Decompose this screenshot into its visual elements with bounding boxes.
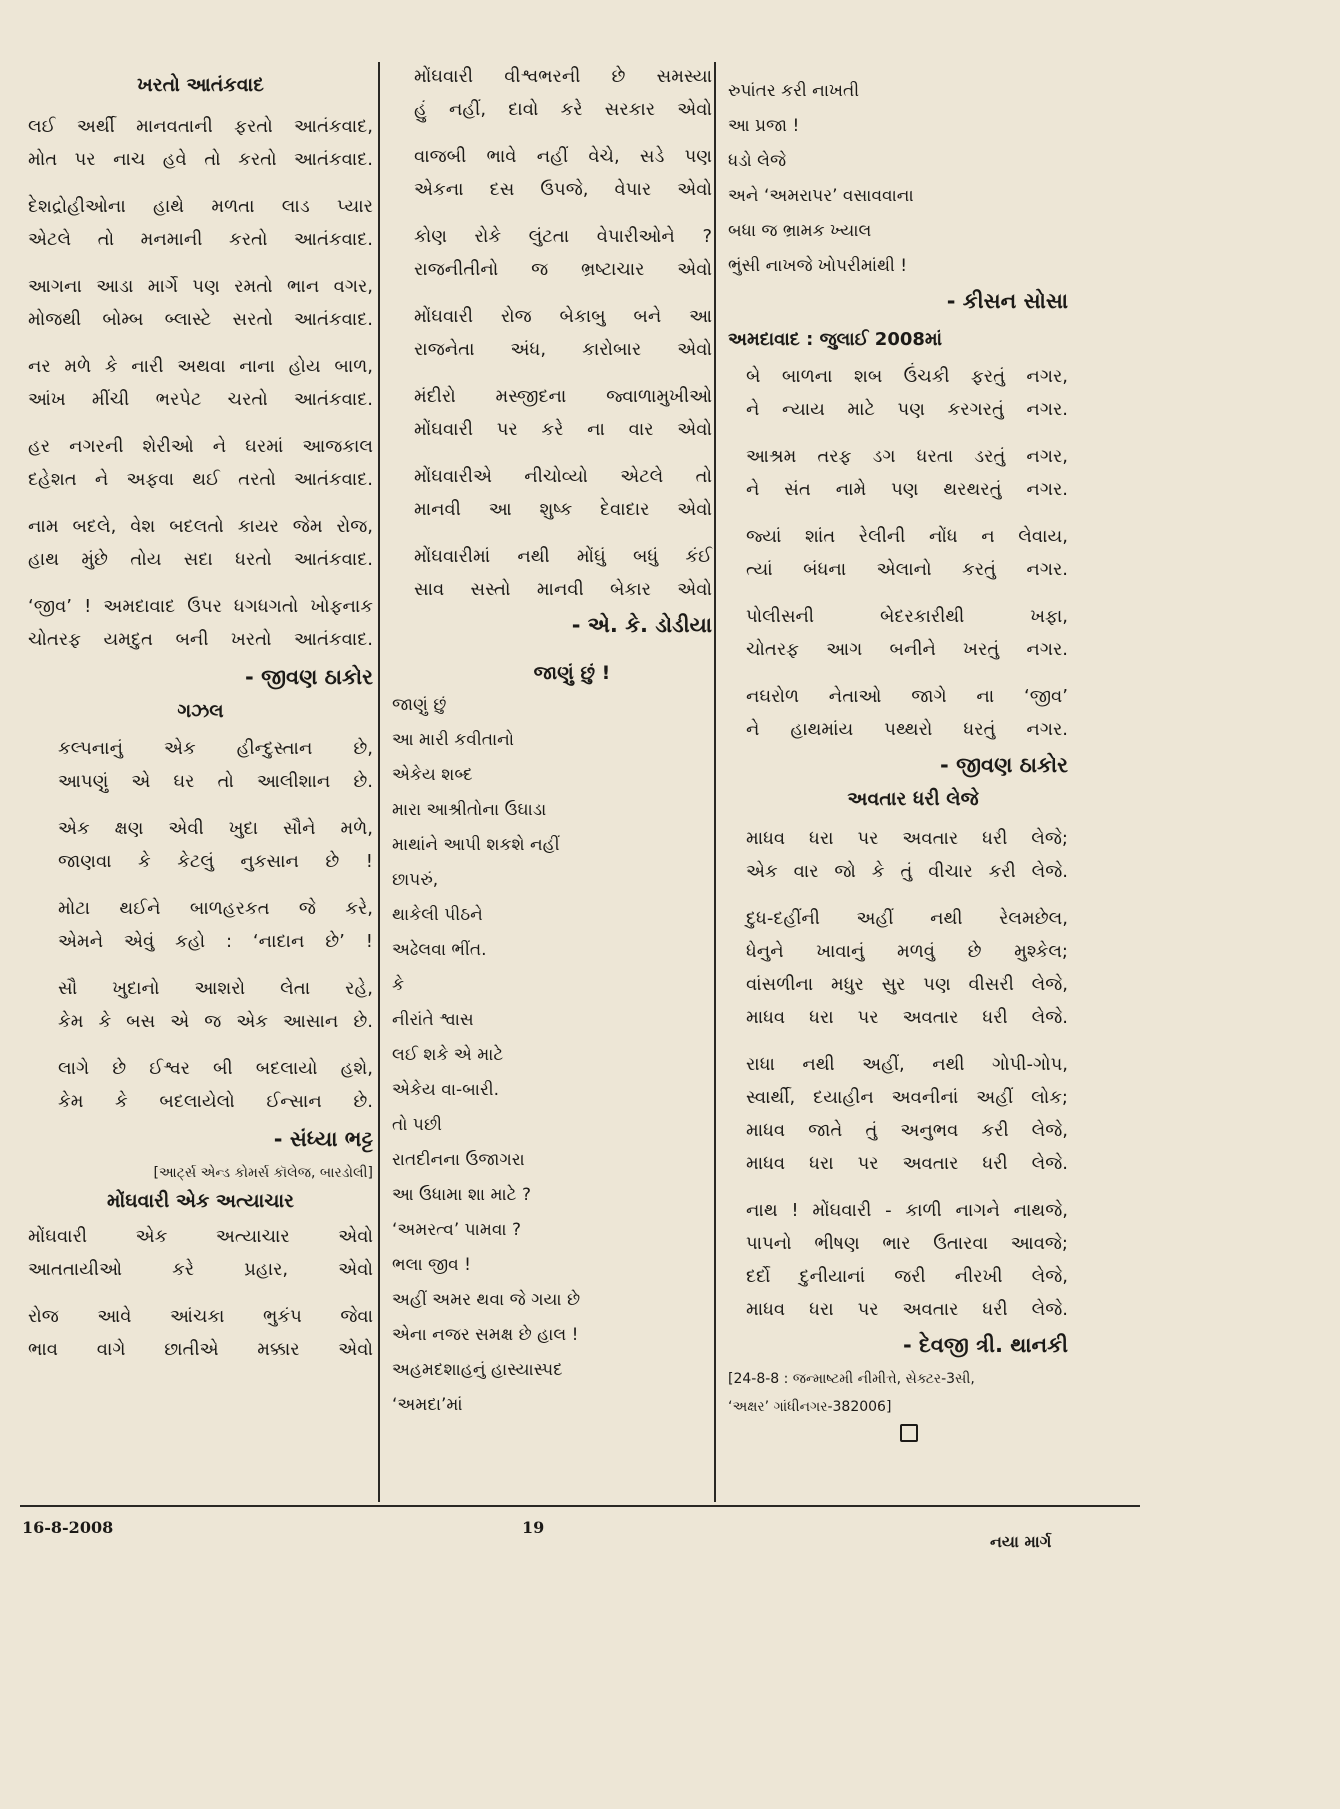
poem-line: એમને એવું કહો : ‘નાદાન છે’ ! (58, 931, 373, 952)
poem-line: લઈ શકે એ માટે (392, 1045, 504, 1065)
poem-note-line: [24-8-8 : જન્માષ્ટમી નીમીત્તે, સેક્ટર-3સી, (728, 1371, 975, 1387)
poem-line: એટલે તો મનમાની કરતો આતંકવાદ. (28, 229, 373, 250)
column-left (28, 60, 373, 1380)
poem-line: ચોતરફ આગ બનીને ખરતું નગર. (746, 639, 1068, 660)
stanza (746, 822, 1068, 888)
poem-line: રાતદીનના ઉજાગરા (392, 1150, 525, 1170)
poem-line: માધવ ધરા પર અવતાર ધરી લેજે. (746, 1153, 1068, 1174)
poem-line: ભુંસી નાખજે ખોપરીમાંથી ! (728, 256, 908, 276)
stanza (28, 110, 373, 176)
poem-line: રુપાંતર કરી નાખતી (728, 81, 860, 101)
poem-line: સૌ ખુદાનો આશરો લેતા રહે, (58, 978, 373, 999)
stanza (746, 902, 1068, 1034)
poem-line: મારા આશ્રીતોના ઉઘાડા (392, 800, 547, 820)
poem-line: કોણ રોકે લુંટતા વેપારીઓને ? (414, 226, 712, 247)
poem-line: થાકેલી પીઠને (392, 905, 483, 925)
column-divider (714, 62, 716, 1502)
stanza (28, 270, 373, 336)
poem-line: બે બાળના શબ ઉંચકી ફરતું નગર, (746, 366, 1068, 387)
poem-line: કલ્પનાનું એક હીન્દુસ્તાન છે, (58, 738, 373, 759)
poem-line: મોંઘવારી પર કરે ના વાર એવો (414, 419, 712, 440)
issue-date: 16-8-2008 (22, 1518, 114, 1537)
poem-line: દર્દો દુનીયાનાં જરી નીરખી લેજે, (746, 1266, 1068, 1287)
stanza (28, 1220, 373, 1286)
poem-line: હાથ મુંછે તોય સદા ધરતો આતંકવાદ. (28, 549, 373, 570)
poem-line: ને ન્યાય માટે પણ કરગરતું નગર. (746, 399, 1068, 420)
poem-line: હું નહીં, દાવો કરે સરકાર એવો (414, 99, 712, 120)
poem-line: પાપનો ભીષણ ભાર ઉતારવા આવજે; (746, 1233, 1068, 1254)
poem-line: ‘જીવ’ ! અમદાવાદ ઉપર ધગધગતો ખોફનાક (28, 596, 373, 617)
stanza (414, 140, 712, 206)
stanza (28, 350, 373, 416)
poem-line: અઢેલવા ભીંત. (392, 940, 487, 960)
poem-line: બધા જ ભ્રામક ખ્યાલ (728, 221, 872, 241)
poem-note-line: ‘અક્ષર’ ગાંધીનગર-382006] (728, 1399, 892, 1415)
poem-line: સાવ સસ્તો માનવી બેકાર એવો (414, 579, 712, 600)
poem-author: - જીવણ ઠાકોર (940, 753, 1068, 777)
poem-line: નઘરોળ નેતાઓ જાગે ના ‘જીવ’ (746, 686, 1068, 707)
poem-title: અમદાવાદ : જુલાઈ 2008માં (728, 329, 943, 350)
stanza (746, 440, 1068, 506)
poem-line: લાગે છે ઈશ્વર બી બદલાયો હશે, (58, 1058, 373, 1079)
poem-line: કેમ કે બદલાયેલો ઈન્સાન છે. (58, 1091, 373, 1112)
poem-line: જ્યાં શાંત રેલીની નોંધ ન લેવાય, (746, 526, 1068, 547)
poem-line: નામ બદલે, વેશ બદલતો કાયર જેમ રોજ, (28, 516, 373, 537)
poem-line: રાધા નથી અહીં, નથી ગોપી-ગોપ, (746, 1054, 1068, 1075)
poem-line: આ મારી કવીતાનો (392, 730, 515, 750)
poem-line: વાજબી ભાવે નહીં વેચે, સડે પણ (414, 146, 712, 167)
poem-line: મંદીરો મસ્જીદના જ્વાળામુખીઓ (414, 386, 712, 407)
poem-line: ભાવ વાગે છાતીએ મક્કાર એવો (28, 1339, 373, 1360)
poem-line: અહમદશાહનું હાસ્યાસ્પદ (392, 1360, 563, 1380)
poem-line: આંખ મીંચી ભરપેટ ચરતો આતંકવાદ. (28, 389, 373, 410)
poem-line: ત્યાં બંધના એલાનો કરતું નગર. (746, 559, 1068, 580)
poem-line: આગના આડા માર્ગે પણ રમતો ભાન વગર, (28, 276, 373, 297)
poem-line: કેમ કે બસ એ જ એક આસાન છે. (58, 1011, 373, 1032)
poem-line: એકેય વા-બારી. (392, 1080, 500, 1100)
poem-line: માધવ ધરા પર અવતાર ધરી લેજે. (746, 1299, 1068, 1320)
poem-line: નીરાંતે શ્વાસ (392, 1010, 474, 1030)
page-number: 19 (522, 1518, 545, 1537)
poem-line: મોંઘવારી વીશ્વભરની છે સમસ્યા (414, 66, 712, 87)
stanza (28, 590, 373, 656)
stanza (746, 1194, 1068, 1326)
poem-line: મોંઘવારી રોજ બેકાબુ બને આ (414, 306, 712, 327)
poem-author: - સંધ્યા ભટ્ટ (273, 1127, 373, 1151)
poem-line: જાણવા કે કેટલું નુકસાન છે ! (58, 851, 373, 872)
poem-line: હર નગરની શેરીઓ ને ઘરમાં આજકાલ (28, 436, 373, 457)
poem-line: મોંઘવારી એક અત્યાચાર એવો (28, 1226, 373, 1247)
poem-line: નાથ ! મોંઘવારી - કાળી નાગને નાથજે, (746, 1200, 1068, 1221)
footer-rule (20, 1505, 1140, 1507)
poem-line: ‘અમરત્વ’ પામવા ? (392, 1220, 522, 1240)
poem-author: - જીવણ ઠાકોર (245, 665, 373, 689)
poem-line: ચોતરફ યમદુત બની ખરતો આતંકવાદ. (28, 629, 373, 650)
poem-line: દુધ-દહીંની અહીં નથી રેલમછેલ, (746, 908, 1068, 929)
poem-line: એકેય શબ્દ (392, 765, 473, 785)
poem-line: આશ્રમ તરફ ડગ ધરતા ડરતું નગર, (746, 446, 1068, 467)
stanza (414, 380, 712, 446)
poem-author: - દેવજી ત્રી. થાનકી (902, 1333, 1068, 1357)
poem-line: ધેનુને ખાવાનું મળવું છે મુશ્કેલ; (746, 941, 1068, 962)
poem-author: - એ. કે. ડોડીયા (571, 613, 712, 637)
free-verse (392, 688, 712, 1423)
stanza (414, 300, 712, 366)
stanza (746, 1048, 1068, 1180)
poem-line: અહીં અમર થવા જે ગયા છે (392, 1290, 581, 1310)
poem-line: માનવી આ શુષ્ક દેવાદાર એવો (414, 499, 712, 520)
stanza (746, 680, 1068, 746)
poem-line: છાપરું, (392, 870, 439, 890)
poem-line: સ્વાર્થી, દયાહીન અવનીનાં અહીં લોક; (746, 1087, 1068, 1108)
poem-line: એના નજર સમક્ષ છે હાલ ! (392, 1325, 579, 1345)
poem-line: લઈ અર્થી માનવતાની ફરતો આતંકવાદ, (28, 116, 373, 137)
stanza (58, 892, 373, 958)
poem-title: મોંઘવારી એક અત્યાચાર (107, 1190, 294, 1212)
stanza (58, 972, 373, 1038)
author-affiliation: [આર્ટ્સ એન્ડ કોમર્સ કૉલેજ, બારડોલી] (153, 1165, 373, 1181)
column-divider (378, 62, 380, 1502)
poem-line: અને ‘અમરાપર’ વસાવવાના (728, 186, 914, 206)
poem-line: દેશદ્રોહીઓના હાથે મળતા લાડ પ્યાર (28, 196, 373, 217)
poem-author: - કીસન સોસા (946, 289, 1068, 313)
poem-line: માધવ ધરા પર અવતાર ધરી લેજે; (746, 828, 1068, 849)
stanza (58, 1052, 373, 1118)
stanza (28, 1300, 373, 1366)
poem-line: ભલા જીવ ! (392, 1255, 471, 1275)
poem-line: એક ક્ષણ એવી ખુદા સૌને મળે, (58, 818, 373, 839)
poem-line: માધવ જાતે તું અનુભવ કરી લેજે, (746, 1120, 1068, 1141)
poem-line: આ પ્રજા ! (728, 116, 800, 136)
stanza (414, 60, 712, 126)
magazine-name: નયા માર્ગ (990, 1532, 1052, 1551)
poem-line: રાજનીતીનો જ ભ્રષ્ટાચાર એવો (414, 259, 712, 280)
poem-line: માથાંને આપી શકશે નહીં (392, 835, 560, 855)
poem-line: રાજનેતા અંધ, કારોબાર એવો (414, 339, 712, 360)
stanza (414, 220, 712, 286)
stanza (28, 510, 373, 576)
column-middle (392, 60, 712, 1423)
stanza (58, 812, 373, 878)
poem-line: એક વાર જો કે તું વીચાર કરી લેજે. (746, 861, 1068, 882)
stanza (746, 600, 1068, 666)
poem-title: અવતાર ધરી લેજે (847, 788, 979, 810)
poem-line: દહેશત ને અફવા થઈ તરતો આતંકવાદ. (28, 469, 373, 490)
poem-line: કે (392, 975, 405, 995)
poem-line: ને સંત નામે પણ થરથરતું નગર. (746, 479, 1068, 500)
poem-line: પોલીસની બેદરકારીથી ખફા, (746, 606, 1068, 627)
column-right (728, 60, 1068, 1442)
poem-line: મોંઘવારીએ નીચોવ્યો એટલે તો (414, 466, 712, 487)
poem-line: મોંઘવારીમાં નથી મોંઘું બધું કંઈ (414, 546, 712, 567)
poem-line: માધવ ધરા પર અવતાર ધરી લેજે. (746, 1007, 1068, 1028)
stanza (414, 540, 712, 606)
poem-line: એકના દસ ઉપજે, વેપાર એવો (414, 179, 712, 200)
poem-line: વાંસળીના મધુર સુર પણ વીસરી લેજે, (746, 974, 1068, 995)
poem-line: આપણું એ ઘર તો આલીશાન છે. (58, 771, 373, 792)
poem-line: ‘અમદા’માં (392, 1395, 463, 1415)
poem-line: જાણું છું (392, 695, 447, 715)
end-mark-icon (900, 1424, 918, 1442)
poem-line: ને હાથમાંય પથ્થરો ધરતું નગર. (746, 719, 1068, 740)
poem-line: મોટા થઈને બાળહરકત જે કરે, (58, 898, 373, 919)
free-verse-continued (728, 74, 1068, 284)
stanza (746, 360, 1068, 426)
stanza (414, 460, 712, 526)
poem-line: તો પછી (392, 1115, 442, 1135)
poem-line: રોજ આવે આંચકા ભુકંપ જેવા (28, 1306, 373, 1327)
poem-title: ખરતો આતંકવાદ (137, 74, 264, 96)
poem-line: મોજથી બોમ્બ બ્લાસ્ટે સરતો આતંકવાદ. (28, 309, 373, 330)
poem-line: ધડો લેજે (728, 151, 787, 171)
stanza (746, 520, 1068, 586)
poem-line: મોત પર નાચ હવે તો કરતો આતંકવાદ. (28, 149, 373, 170)
stanza (58, 732, 373, 798)
poem-title: જાણું છું ! (533, 662, 611, 684)
stanza (28, 190, 373, 256)
poem-line: આ ઉધામા શા માટે ? (392, 1185, 531, 1205)
stanza (28, 430, 373, 496)
poem-line: આતતાયીઓ કરે પ્રહાર, એવો (28, 1259, 373, 1280)
poem-line: નર મળે કે નારી અથવા નાના હોય બાળ, (28, 356, 373, 377)
poem-title: ગઝલ (177, 700, 224, 722)
